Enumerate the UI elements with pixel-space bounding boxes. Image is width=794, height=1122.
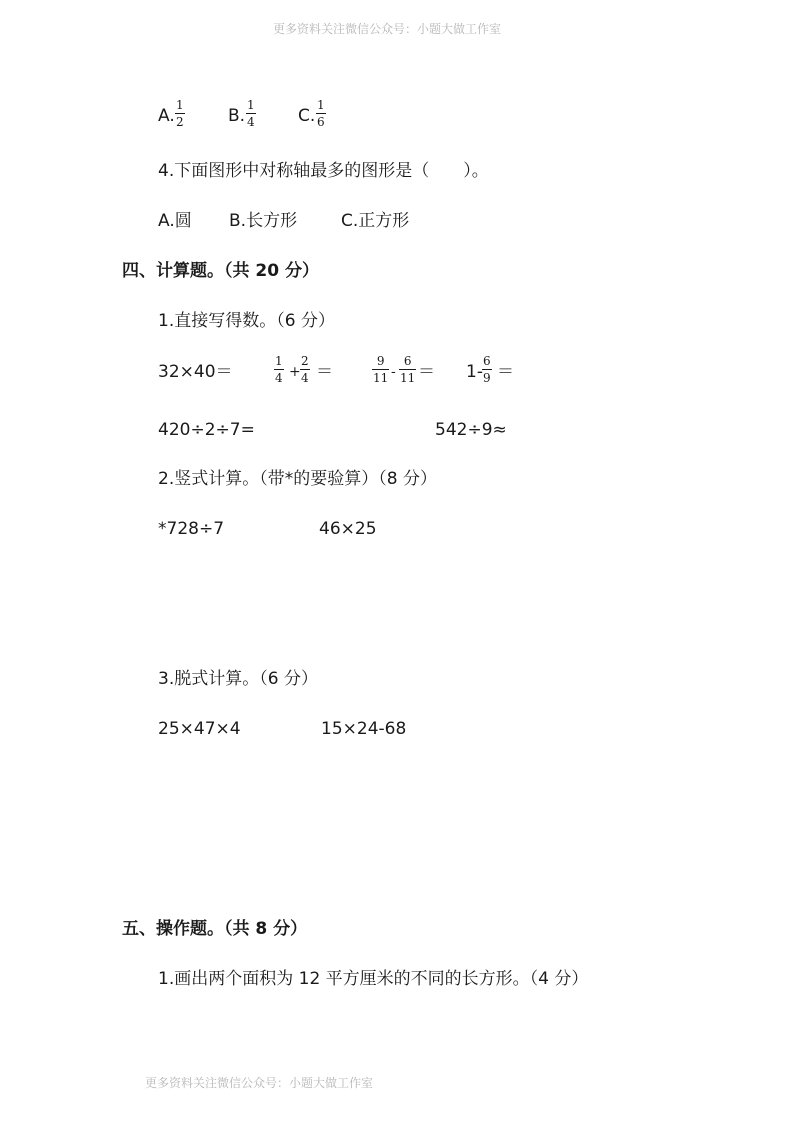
fraction-denominator: 4 <box>247 115 255 129</box>
q4-question: 4.下面图形中对称轴最多的图形是（ ）。 <box>158 161 489 181</box>
equals-sign: ＝ <box>316 362 333 382</box>
stepwise-calc-25x47x4: 25×47×4 <box>158 719 241 739</box>
q4-option-b: B.长方形 <box>229 211 298 231</box>
fraction-6-9 <box>482 355 492 384</box>
mental-math-420-div: 420÷2÷7= <box>158 420 255 440</box>
fraction-denominator: 4 <box>275 371 283 385</box>
watermark-bottom: 更多资料关注微信公众号：小题大做工作室 <box>145 1076 374 1090</box>
watermark-top: 更多资料关注微信公众号：小题大做工作室 <box>273 22 502 36</box>
plus-sign: + <box>289 364 301 380</box>
minus-sign: - <box>391 364 396 380</box>
fraction-numerator: 1 <box>317 98 325 112</box>
equals-sign: ＝ <box>497 362 514 382</box>
fraction-denominator: 11 <box>373 371 389 385</box>
q3-option-c-fraction <box>316 99 326 128</box>
fraction-2-4 <box>300 355 310 384</box>
q3-option-b-label: B. <box>228 106 246 126</box>
mental-math-32x40: 32×40＝ <box>158 362 233 382</box>
section-4-part-1-title: 1.直接写得数。（6 分） <box>158 311 335 331</box>
fraction-denominator: 4 <box>301 371 309 385</box>
fraction-numerator: 9 <box>376 354 385 368</box>
q3-option-b-fraction <box>246 99 256 128</box>
fraction-numerator: 1 <box>176 98 184 112</box>
fraction-numerator: 1 <box>275 354 283 368</box>
fraction-numerator: 1 <box>247 98 255 112</box>
mental-math-542-div: 542÷9≈ <box>435 420 507 440</box>
section-4-part-2-title: 2.竖式计算。（带*的要验算）（8 分） <box>158 469 437 489</box>
fraction-denominator: 6 <box>317 115 325 129</box>
fraction-denominator: 2 <box>176 115 184 129</box>
q3-option-a-label: A. <box>158 106 175 126</box>
fraction-numerator: 2 <box>301 354 309 368</box>
section-4-part-3-title: 3.脱式计算。（6 分） <box>158 669 318 689</box>
one-minus-lead: 1- <box>466 362 483 382</box>
section-5-part-1-title: 1.画出两个面积为 12 平方厘米的不同的长方形。（4 分） <box>158 969 589 989</box>
fraction-6-11 <box>399 355 416 384</box>
fraction-numerator: 6 <box>483 354 491 368</box>
vertical-calc-46x25: 46×25 <box>319 519 377 539</box>
section-5-heading: 五、操作题。（共 8 分） <box>122 919 308 939</box>
vertical-calc-728-div-7: *728÷7 <box>158 519 225 539</box>
q3-option-c-label: C. <box>298 106 316 126</box>
fraction-numerator: 6 <box>403 354 412 368</box>
fraction-denominator: 9 <box>483 371 491 385</box>
equals-sign: ＝ <box>418 362 435 382</box>
section-4-heading: 四、计算题。（共 20 分） <box>122 261 319 281</box>
q4-option-a: A.圆 <box>158 211 192 231</box>
fraction-1-4 <box>274 355 284 384</box>
q4-option-c: C.正方形 <box>341 211 410 231</box>
q3-option-a-fraction <box>175 99 185 128</box>
fraction-9-11 <box>372 355 389 384</box>
stepwise-calc-15x24-68: 15×24-68 <box>321 719 407 739</box>
fraction-denominator: 11 <box>400 371 416 385</box>
